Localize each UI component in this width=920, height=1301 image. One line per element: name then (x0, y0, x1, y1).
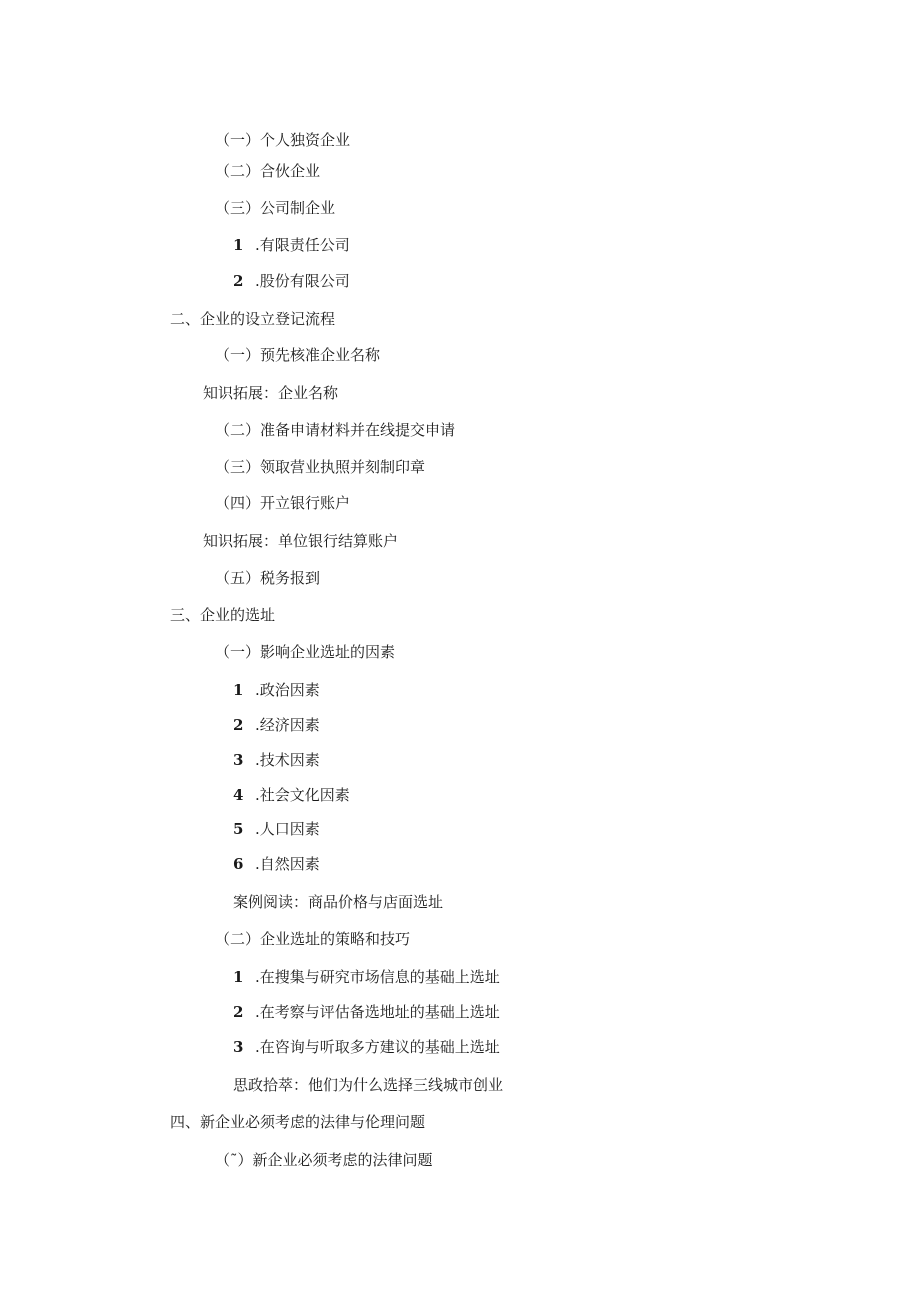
subsection-legal-issues: （˜）新企业必须考虑的法律问题 (215, 1151, 433, 1169)
subsection-tax: （五）税务报到 (215, 569, 321, 587)
item-text: .股份有限公司 (255, 272, 350, 290)
item-text: .在咨询与听取多方建议的基础上选址 (255, 1038, 500, 1056)
item-text: .技术因素 (255, 751, 320, 769)
item-text: .在搜集与研究市场信息的基础上选址 (255, 968, 500, 986)
item-text: .经济因素 (255, 716, 320, 734)
item-text: .在考察与评估备选地址的基础上选址 (255, 1003, 500, 1021)
item-number: 5 (233, 820, 244, 838)
item-number: 3 (233, 1038, 244, 1056)
item-number: 2 (233, 716, 244, 734)
item-number: 1 (233, 681, 244, 699)
section-heading-3: 三、企业的选址 (170, 606, 276, 624)
list-item (233, 680, 320, 700)
item-text: .政治因素 (255, 681, 320, 699)
list-item (233, 967, 500, 987)
subsection-license: （三）领取营业执照并刻制印章 (215, 458, 426, 476)
list-item (233, 235, 350, 255)
item-number: 2 (233, 1003, 244, 1021)
item-number: 1 (233, 236, 244, 254)
item-number: 1 (233, 968, 244, 986)
case-reading: 案例阅读：商品价格与店面选址 (233, 893, 444, 911)
section-heading-4: 四、新企业必须考虑的法律与伦理问题 (170, 1113, 426, 1131)
list-item (233, 854, 320, 874)
knowledge-extension: 知识拓展：单位银行结算账户 (203, 532, 399, 550)
subsection-location-factors: （一）影响企业选址的因素 (215, 643, 396, 661)
subsection-location-strategy: （二）企业选址的策略和技巧 (215, 930, 411, 948)
item-text: .社会文化因素 (255, 786, 350, 804)
section-heading-2: 二、企业的设立登记流程 (170, 310, 336, 328)
subsection-application: （二）准备申请材料并在线提交申请 (215, 421, 456, 439)
knowledge-extension: 知识拓展：企业名称 (203, 384, 339, 402)
list-item (233, 819, 320, 839)
list-item (233, 1002, 500, 1022)
item-number: 3 (233, 751, 244, 769)
item-text: .有限责任公司 (255, 236, 350, 254)
item-text: .人口因素 (255, 820, 320, 838)
list-item (233, 271, 350, 291)
item-text: .自然因素 (255, 855, 320, 873)
item-number: 2 (233, 272, 244, 290)
item-number: 4 (233, 786, 244, 804)
subsection-name-approval: （一）预先核准企业名称 (215, 346, 381, 364)
list-item (233, 1037, 500, 1057)
subsection-corporate: （三）公司制企业 (215, 199, 336, 217)
ideology-note: 思政拾萃：他们为什么选择三线城市创业 (233, 1076, 504, 1094)
list-item (233, 750, 320, 770)
list-item (233, 785, 350, 805)
list-item (233, 715, 320, 735)
subsection-sole-proprietorship: （一）个人独资企业 (215, 131, 351, 149)
item-number: 6 (233, 855, 244, 873)
subsection-partnership: （二）合伙企业 (215, 162, 321, 180)
subsection-bank-account: （四）开立银行账户 (215, 494, 351, 512)
